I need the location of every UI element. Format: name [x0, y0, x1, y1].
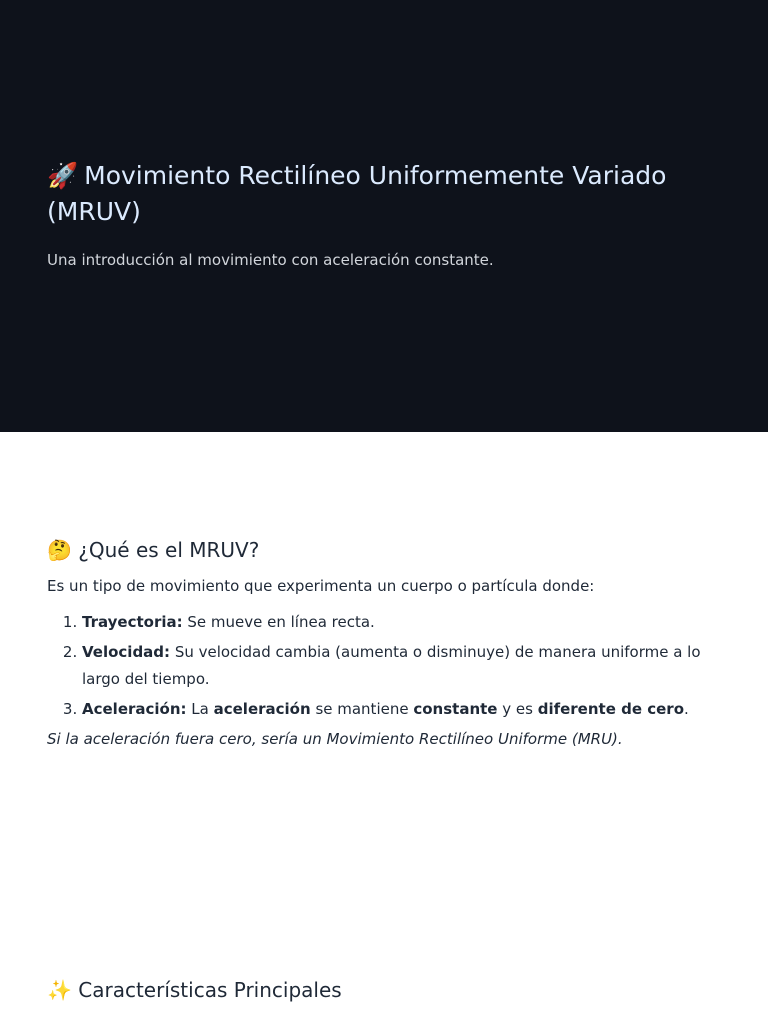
- definition-list: [47, 609, 727, 723]
- section-note: Si la aceleración fuera cero, sería un Movimiento Rectilíneo Uniforme (MRU).: [47, 730, 623, 748]
- section-intro: Es un tipo de movimiento que experimenta un cuerpo o partícula donde:: [47, 577, 595, 595]
- list-item-text: Su velocidad cambia (aumenta o disminuye) de manera uniforme a lo largo del tiempo.: [82, 643, 701, 688]
- list-item-emphasis: diferente de cero: [537, 700, 684, 718]
- list-item-label: Aceleración:: [82, 700, 187, 718]
- thinking-face-icon: 🤔: [47, 538, 72, 562]
- section-heading: [47, 535, 727, 565]
- list-item: [82, 696, 727, 723]
- list-item-label: Velocidad:: [82, 643, 171, 661]
- list-item-text: La: [186, 700, 214, 718]
- section-heading-text: Características Principales: [78, 978, 342, 1002]
- sparkles-icon: ✨: [47, 978, 72, 1002]
- list-item-text: Se mueve en línea recta.: [182, 613, 375, 631]
- section-heading-text: ¿Qué es el MRUV?: [78, 538, 260, 562]
- section-characteristics: [47, 975, 727, 1005]
- list-item-emphasis: aceleración: [213, 700, 311, 718]
- page-title: [47, 158, 727, 230]
- list-item: [82, 639, 727, 693]
- list-item-text: .: [684, 700, 689, 718]
- list-item-text: y es: [497, 700, 538, 718]
- list-item-label: Trayectoria:: [82, 613, 183, 631]
- rocket-icon: 🚀: [47, 161, 79, 190]
- section-what-is: [47, 535, 727, 750]
- page-subtitle: Una introducción al movimiento con aceleración constante.: [47, 251, 494, 269]
- hero-banner: [0, 0, 768, 432]
- page-title-text: Movimiento Rectilíneo Uniformemente Variado (MRUV): [47, 161, 667, 226]
- list-item-emphasis: constante: [413, 700, 498, 718]
- section-heading: [47, 975, 727, 1005]
- list-item-text: se mantiene: [310, 700, 414, 718]
- list-item: [82, 609, 727, 636]
